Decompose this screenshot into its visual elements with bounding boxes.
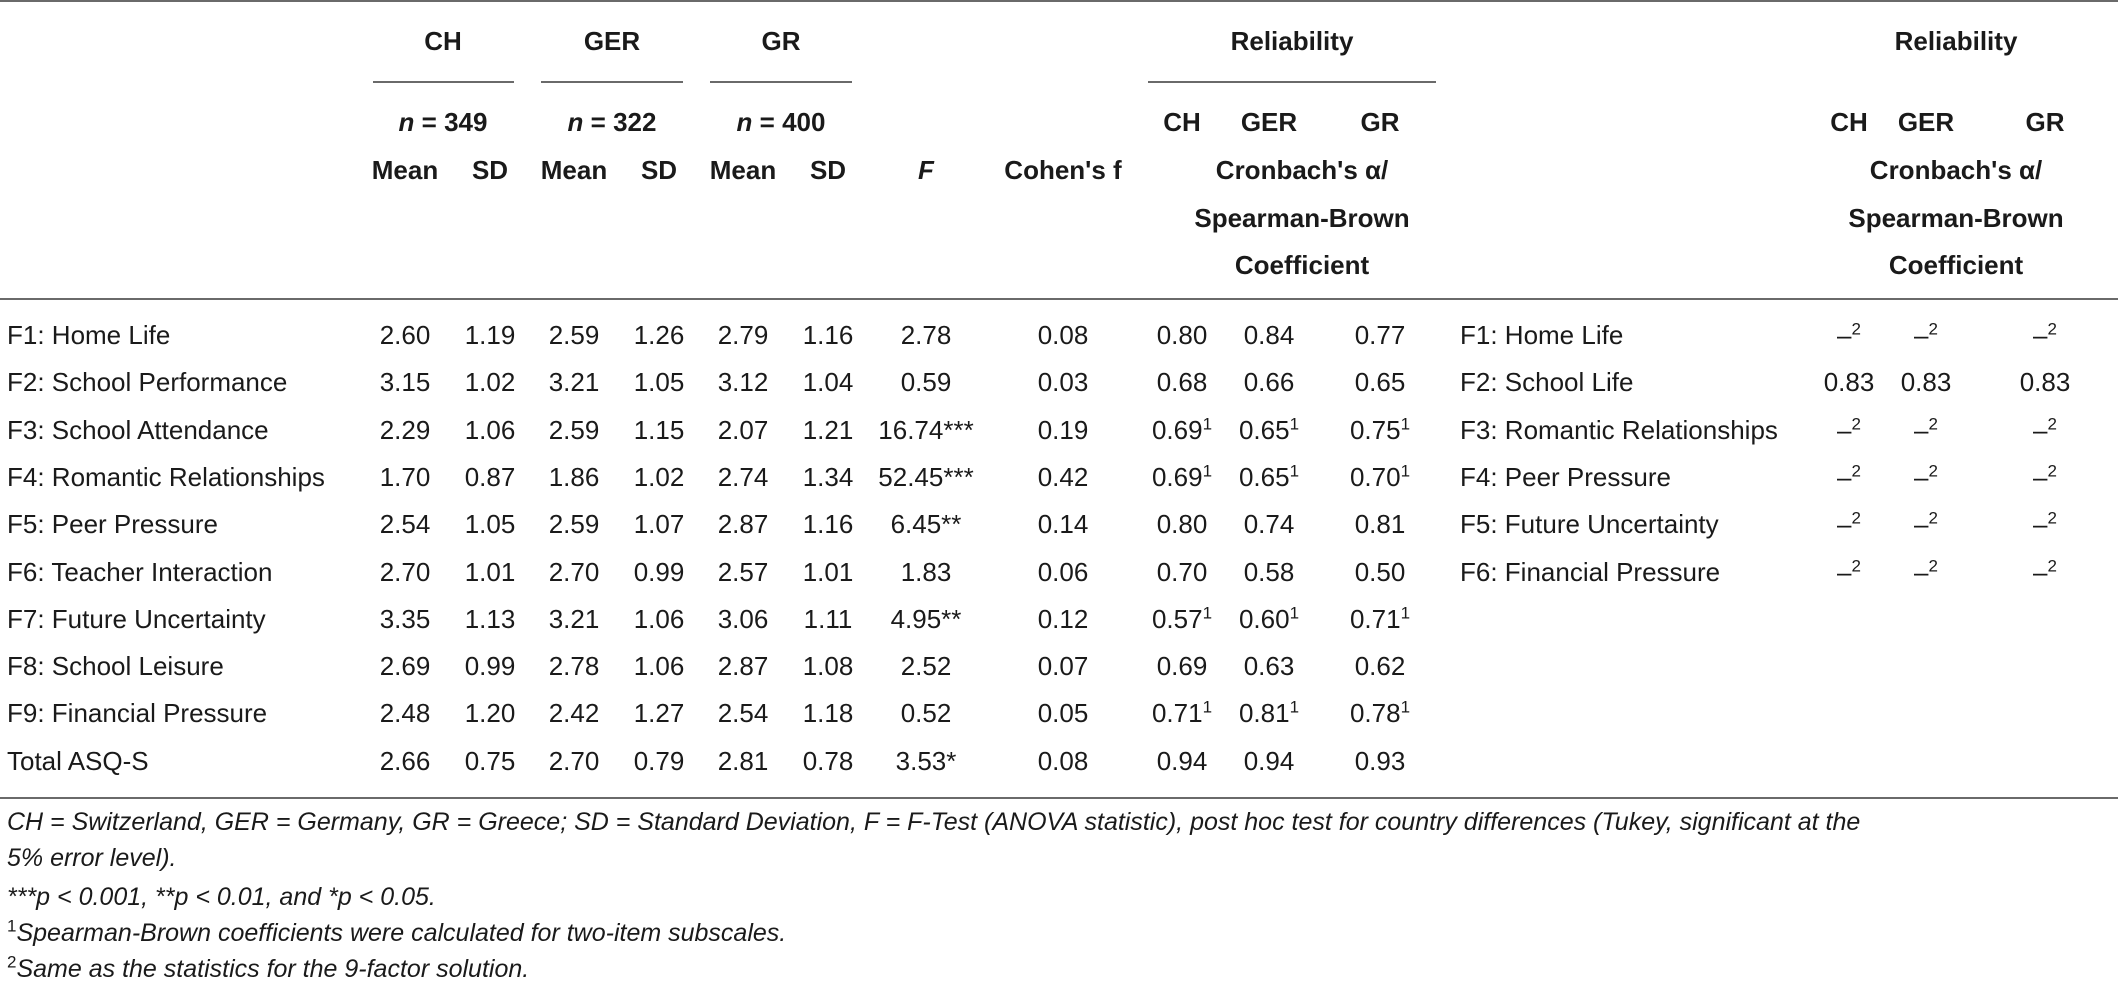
table-cell: 1.05 <box>633 367 685 398</box>
table-cell: 2.42 <box>548 698 600 729</box>
table-cell: 2.70 <box>548 745 600 776</box>
table-row-label: F2: School Performance <box>7 367 288 398</box>
f-col-header: F <box>918 155 934 185</box>
sd-col-header-0: SD <box>471 155 509 185</box>
table-cell: 2.70 <box>379 556 431 587</box>
right-reliability-cell <box>1824 367 1875 398</box>
right-reliability-cell-value: – <box>2033 461 2048 492</box>
reliability-cell-value: 0.69 <box>1151 461 1203 492</box>
table-cell: 2.29 <box>379 414 431 445</box>
ch-group-rule <box>373 81 514 83</box>
reliability-cell-value: 0.80 <box>1156 509 1208 540</box>
table-cell: 1.08 <box>802 651 854 682</box>
gr-group-rule <box>710 81 852 83</box>
table-cell: 0.79 <box>633 745 685 776</box>
table-cell: 1.06 <box>464 414 516 445</box>
cohens-f-cell: 0.42 <box>1037 461 1089 492</box>
reliability-cell-value: 0.65 <box>1238 414 1290 445</box>
right-reliability-cell <box>1914 462 1938 493</box>
reliability-cell-value: 0.63 <box>1243 651 1295 682</box>
group-header-2: GR <box>761 26 801 56</box>
reliability-cell-value: 0.69 <box>1156 651 1208 682</box>
group-header-0: CH <box>424 26 462 56</box>
f-statistic-cell: 2.52 <box>900 651 952 682</box>
group-n-0 <box>399 107 488 138</box>
group-n-2 <box>737 107 826 138</box>
table-cell: 3.12 <box>717 367 769 398</box>
cohens-f-cell: 0.08 <box>1037 320 1089 350</box>
right-reliability-cell-footnote-mark: 2 <box>2047 413 2057 433</box>
reliability-cell <box>1157 746 1208 777</box>
reliability-cell-value: 0.94 <box>1243 745 1295 776</box>
table-row-label: F8: School Leisure <box>7 651 224 682</box>
right-reliability-cell-value: – <box>2033 556 2048 587</box>
right-table-row-label: F5: Future Uncertainty <box>1460 509 1719 540</box>
table-cell: 0.99 <box>633 556 685 587</box>
mean-col-header-0: Mean <box>371 155 439 185</box>
table-cell: 1.07 <box>633 509 685 540</box>
right-table-row-label: F1: Home Life <box>1460 320 1624 350</box>
reliability-cell-value: 0.93 <box>1354 745 1406 776</box>
right-reliability-header: Reliability <box>1894 26 2018 56</box>
right-reliability-cell-footnote-mark: 2 <box>1928 461 1938 481</box>
reliability-cell <box>1244 320 1295 351</box>
reliability-cell-value: 0.57 <box>1151 603 1203 634</box>
right-reliability-cell <box>1837 415 1861 446</box>
reliability-cell <box>1157 557 1208 588</box>
reliability-cell-value: 0.70 <box>1349 461 1401 492</box>
right-reliability-cell-value: – <box>1837 509 1852 540</box>
right-reliability-cell <box>1837 509 1861 540</box>
reliability-cell-footnote-mark: 1 <box>1400 603 1411 623</box>
rel-desc-line-1: Spearman-Brown <box>1194 203 1410 233</box>
table-cell: 1.20 <box>464 698 516 729</box>
table-bottom-rule <box>0 797 2118 799</box>
f-statistic-cell: 0.59 <box>900 367 952 398</box>
reliability-cell <box>1239 415 1299 446</box>
table-cell: 2.48 <box>379 698 431 729</box>
cohens-f-cell: 0.19 <box>1037 414 1089 445</box>
table-cell: 2.57 <box>717 556 769 587</box>
right-reliability-cell-value: – <box>1914 414 1929 445</box>
right-reliability-cell-value: – <box>1914 556 1929 587</box>
top-rule <box>0 0 2118 2</box>
f-statistic-cell: 0.52 <box>900 698 952 729</box>
table-cell: 1.01 <box>464 556 516 587</box>
f-statistic-cell: 52.45*** <box>878 461 974 492</box>
reliability-cell-footnote-mark: 1 <box>1202 697 1213 717</box>
reliability-cell <box>1350 462 1410 493</box>
reliability-cell-footnote-mark: 1 <box>1289 697 1300 717</box>
right-reliability-cell-footnote-mark: 2 <box>1851 555 1861 575</box>
right-reliability-cell-value: 0.83 <box>1823 367 1875 398</box>
reliability-cell <box>1244 746 1295 777</box>
reliability-cell-value: 0.80 <box>1156 320 1208 350</box>
right-reliability-cell <box>2033 557 2057 588</box>
table-cell: 2.81 <box>717 745 769 776</box>
reliability-cell <box>1157 509 1208 540</box>
reliability-cell-footnote-mark: 1 <box>1202 461 1213 481</box>
right-reliability-cell-footnote-mark: 2 <box>2047 508 2057 528</box>
reliability-cell <box>1239 462 1299 493</box>
right-reliability-cell-value: – <box>2033 509 2048 540</box>
sd-col-header-2: SD <box>809 155 847 185</box>
mean-col-header-1: Mean <box>540 155 608 185</box>
ger-group-rule <box>541 81 683 83</box>
table-cell: 2.74 <box>717 461 769 492</box>
table-cell: 2.70 <box>548 556 600 587</box>
table-cell: 0.75 <box>464 745 516 776</box>
reliability-cell <box>1239 698 1299 729</box>
table-row-label: F5: Peer Pressure <box>7 509 218 540</box>
reliability-cell-value: 0.81 <box>1238 698 1290 729</box>
right-rel-desc-line-2: Coefficient <box>1888 250 2024 280</box>
f-statistic-cell: 1.83 <box>900 556 952 587</box>
table-cell: 1.34 <box>802 461 854 492</box>
reliability-cell <box>1244 651 1295 682</box>
table-cell: 2.69 <box>379 651 431 682</box>
reliability-cell-footnote-mark: 1 <box>1202 413 1213 433</box>
reliability-cell <box>1244 557 1295 588</box>
reliability-cell-value: 0.68 <box>1156 367 1208 398</box>
reliability-cell <box>1350 604 1410 635</box>
cohens-f-cell: 0.07 <box>1037 651 1089 682</box>
table-cell: 1.70 <box>379 461 431 492</box>
table-cell: 1.06 <box>633 651 685 682</box>
table-row-label: F3: School Attendance <box>7 414 269 445</box>
table-cell: 2.07 <box>717 414 769 445</box>
reliability-cell-value: 0.74 <box>1243 509 1295 540</box>
table-cell: 1.16 <box>802 320 854 350</box>
table-cell: 3.21 <box>548 603 600 634</box>
rel-desc-line-0: Cronbach's α/ <box>1215 155 1389 185</box>
footnote-1-text: Spearman-Brown coefficients were calculated for two-item subscales. <box>16 919 787 947</box>
table-cell: 0.99 <box>464 651 516 682</box>
right-reliability-cell <box>1914 320 1938 351</box>
reliability-cell-value: 0.58 <box>1243 556 1295 587</box>
f-statistic-cell: 3.53* <box>895 745 957 776</box>
table-cell: 1.01 <box>802 556 854 587</box>
table-cell: 2.59 <box>548 509 600 540</box>
reliability-cell-value: 0.66 <box>1243 367 1295 398</box>
reliability-cell <box>1152 698 1212 729</box>
cohens-f-cell: 0.06 <box>1037 556 1089 587</box>
right-reliability-cell-value: – <box>1837 414 1852 445</box>
reliability-cell <box>1152 604 1212 635</box>
table-cell: 2.54 <box>379 509 431 540</box>
reliability-cell <box>1350 698 1410 729</box>
rel-desc-line-2: Coefficient <box>1234 250 1370 280</box>
right-rel-col-header-0: CH <box>1830 107 1868 137</box>
right-reliability-cell <box>1837 320 1861 351</box>
cohens-f-cell: 0.03 <box>1037 367 1089 398</box>
table-cell: 1.21 <box>802 414 854 445</box>
table-cell: 3.06 <box>717 603 769 634</box>
reliability-cell <box>1355 557 1406 588</box>
table-cell: 1.18 <box>802 698 854 729</box>
right-reliability-cell-footnote-mark: 2 <box>1928 319 1938 339</box>
reliability-header: Reliability <box>1230 26 1354 56</box>
reliability-cell <box>1355 509 1406 540</box>
note-abbreviations: CH = Switzerland, GER = Germany, GR = Greece; SD = Standard Deviation, F = F-Test (ANOVA statistic), post hoc test for country differences (Tukey, significant at the <box>7 808 1861 836</box>
reliability-cell <box>1244 509 1295 540</box>
table-cell: 1.16 <box>802 509 854 540</box>
cohens-f-cell: 0.08 <box>1037 745 1089 776</box>
table-cell: 3.21 <box>548 367 600 398</box>
right-reliability-cell-value: 0.83 <box>2019 367 2071 398</box>
right-reliability-cell-footnote-mark: 2 <box>1851 413 1861 433</box>
right-rel-col-header-2: GR <box>2025 107 2065 137</box>
reliability-cell-value: 0.81 <box>1354 509 1406 540</box>
reliability-cell <box>1350 415 1410 446</box>
right-table-row-label: F4: Peer Pressure <box>1460 461 1671 492</box>
right-reliability-cell <box>1837 557 1861 588</box>
table-cell: 1.26 <box>633 320 685 350</box>
n-value: = 322 <box>590 107 657 137</box>
reliability-cell-value: 0.84 <box>1243 320 1295 350</box>
reliability-cell-value: 0.94 <box>1156 745 1208 776</box>
table-row-label: F9: Financial Pressure <box>7 698 268 729</box>
right-rel-desc-line-1: Spearman-Brown <box>1848 203 2064 233</box>
footnote-2-text: Same as the statistics for the 9-factor solution. <box>16 955 530 983</box>
table-cell: 2.59 <box>548 414 600 445</box>
reliability-cell-value: 0.71 <box>1349 603 1401 634</box>
reliability-cell <box>1244 367 1295 398</box>
f-statistic-cell: 2.78 <box>900 320 952 350</box>
reliability-cell-footnote-mark: 1 <box>1400 413 1411 433</box>
reliability-cell-footnote-mark: 1 <box>1400 697 1411 717</box>
table-row-label: F1: Home Life <box>7 320 171 350</box>
right-reliability-cell-value: – <box>1837 320 1852 350</box>
right-rel-desc-line-0: Cronbach's α/ <box>1869 155 2043 185</box>
table-cell: 2.59 <box>548 320 600 350</box>
right-reliability-cell <box>1901 367 1952 398</box>
right-reliability-cell-value: – <box>1914 461 1929 492</box>
table-cell: 1.02 <box>464 367 516 398</box>
right-reliability-cell-value: 0.83 <box>1900 367 1952 398</box>
cohens-f-col-header: Cohen's f <box>1004 155 1122 185</box>
right-reliability-cell-footnote-mark: 2 <box>2047 319 2057 339</box>
table-cell: 2.87 <box>717 651 769 682</box>
n-symbol: n <box>398 107 415 137</box>
reliability-cell <box>1355 367 1406 398</box>
reliability-cell <box>1239 604 1299 635</box>
right-reliability-cell-value: – <box>2033 320 2048 350</box>
reliability-cell <box>1157 651 1208 682</box>
table-cell: 2.78 <box>548 651 600 682</box>
rel-col-header-1: GER <box>1240 107 1298 137</box>
table-cell: 1.06 <box>633 603 685 634</box>
table-cell: 1.05 <box>464 509 516 540</box>
reliability-cell <box>1152 462 1212 493</box>
right-reliability-cell-value: – <box>1837 556 1852 587</box>
right-reliability-cell <box>1914 509 1938 540</box>
note-footnote-1 <box>7 916 787 948</box>
table-cell: 1.19 <box>464 320 516 350</box>
table-row-label: Total ASQ-S <box>7 745 149 776</box>
right-reliability-cell-footnote-mark: 2 <box>1851 319 1861 339</box>
footnote-1-mark: 1 <box>7 916 17 936</box>
sd-col-header-1: SD <box>640 155 678 185</box>
table-cell: 1.04 <box>802 367 854 398</box>
rel-col-header-0: CH <box>1163 107 1201 137</box>
table-cell: 2.66 <box>379 745 431 776</box>
reliability-cell <box>1355 746 1406 777</box>
n-symbol: n <box>567 107 584 137</box>
right-table-row-label: F6: Financial Pressure <box>1460 556 1721 587</box>
right-reliability-cell-footnote-mark: 2 <box>2047 461 2057 481</box>
table-cell: 2.54 <box>717 698 769 729</box>
right-reliability-cell-footnote-mark: 2 <box>1928 508 1938 528</box>
table-cell: 1.02 <box>633 461 685 492</box>
reliability-cell-value: 0.60 <box>1238 603 1290 634</box>
table-cell: 2.60 <box>379 320 431 350</box>
table-cell: 2.87 <box>717 509 769 540</box>
cohens-f-cell: 0.05 <box>1037 698 1089 729</box>
table-row-label: F6: Teacher Interaction <box>7 556 273 587</box>
cohens-f-cell: 0.12 <box>1037 603 1089 634</box>
header-bottom-rule <box>0 298 2118 300</box>
reliability-cell <box>1355 651 1406 682</box>
table-cell: 1.27 <box>633 698 685 729</box>
n-value: = 349 <box>421 107 488 137</box>
right-reliability-cell <box>2033 320 2057 351</box>
right-reliability-cell <box>2020 367 2071 398</box>
f-statistic-cell: 4.95** <box>890 603 962 634</box>
reliability-cell <box>1157 320 1208 351</box>
table-cell: 1.13 <box>464 603 516 634</box>
right-reliability-cell-value: – <box>2033 414 2048 445</box>
reliability-cell-value: 0.65 <box>1354 367 1406 398</box>
reliability-cell-value: 0.77 <box>1354 320 1406 350</box>
cohens-f-cell: 0.14 <box>1037 509 1089 540</box>
right-reliability-cell-value: – <box>1914 509 1929 540</box>
reliability-cell-value: 0.75 <box>1349 414 1401 445</box>
rel-col-header-2: GR <box>1360 107 1400 137</box>
right-reliability-cell <box>2033 462 2057 493</box>
reliability-cell-value: 0.62 <box>1354 651 1406 682</box>
reliability-cell-footnote-mark: 1 <box>1289 413 1300 433</box>
table-cell: 3.35 <box>379 603 431 634</box>
reliability-cell-footnote-mark: 1 <box>1289 603 1300 623</box>
table-cell: 3.15 <box>379 367 431 398</box>
footnote-2-mark: 2 <box>7 952 17 972</box>
right-reliability-cell <box>2033 509 2057 540</box>
right-table-row-label: F3: Romantic Relationships <box>1460 414 1778 445</box>
table-row-label: F4: Romantic Relationships <box>7 461 325 492</box>
table-row-label: F7: Future Uncertainty <box>7 603 266 634</box>
right-reliability-cell <box>1914 415 1938 446</box>
reliability-cell-footnote-mark: 1 <box>1400 461 1411 481</box>
table-cell: 2.79 <box>717 320 769 350</box>
note-footnote-2 <box>7 952 530 984</box>
reliability-cell-value: 0.70 <box>1156 556 1208 587</box>
reliability-cell-value: 0.50 <box>1354 556 1406 587</box>
n-symbol: n <box>736 107 753 137</box>
table-cell: 1.11 <box>803 603 853 634</box>
reliability-cell-footnote-mark: 1 <box>1202 603 1213 623</box>
reliability-cell-value: 0.65 <box>1238 461 1290 492</box>
right-reliability-cell-footnote-mark: 2 <box>1851 461 1861 481</box>
right-reliability-cell <box>2033 415 2057 446</box>
mean-col-header-2: Mean <box>709 155 777 185</box>
reliability-cell-value: 0.71 <box>1151 698 1203 729</box>
reliability-cell <box>1152 415 1212 446</box>
reliability-cell <box>1157 367 1208 398</box>
right-reliability-cell-value: – <box>1914 320 1929 350</box>
table-cell: 1.86 <box>548 461 600 492</box>
group-n-1 <box>568 107 657 138</box>
right-reliability-cell <box>1914 557 1938 588</box>
right-reliability-cell-footnote-mark: 2 <box>2047 555 2057 575</box>
note-significance: ***p < 0.001, **p < 0.01, and *p < 0.05. <box>7 883 436 911</box>
right-reliability-cell-value: – <box>1837 461 1852 492</box>
reliability-group-rule <box>1148 81 1436 83</box>
reliability-cell-value: 0.78 <box>1349 698 1401 729</box>
right-table-row-label: F2: School Life <box>1460 367 1634 398</box>
right-reliability-cell-footnote-mark: 2 <box>1928 555 1938 575</box>
right-rel-col-header-1: GER <box>1897 107 1955 137</box>
note-abbreviations-cont: 5% error level). <box>7 844 177 872</box>
n-value: = 400 <box>759 107 826 137</box>
right-reliability-cell-footnote-mark: 2 <box>1928 413 1938 433</box>
right-reliability-cell-footnote-mark: 2 <box>1851 508 1861 528</box>
table-cell: 1.15 <box>633 414 685 445</box>
table-cell: 0.78 <box>802 745 854 776</box>
table-cell: 0.87 <box>464 461 516 492</box>
reliability-cell-footnote-mark: 1 <box>1289 461 1300 481</box>
reliability-cell-value: 0.69 <box>1151 414 1203 445</box>
group-header-1: GER <box>583 26 641 56</box>
f-statistic-cell: 16.74*** <box>878 414 974 445</box>
right-reliability-cell <box>1837 462 1861 493</box>
f-statistic-cell: 6.45** <box>890 509 962 540</box>
reliability-cell <box>1355 320 1406 351</box>
